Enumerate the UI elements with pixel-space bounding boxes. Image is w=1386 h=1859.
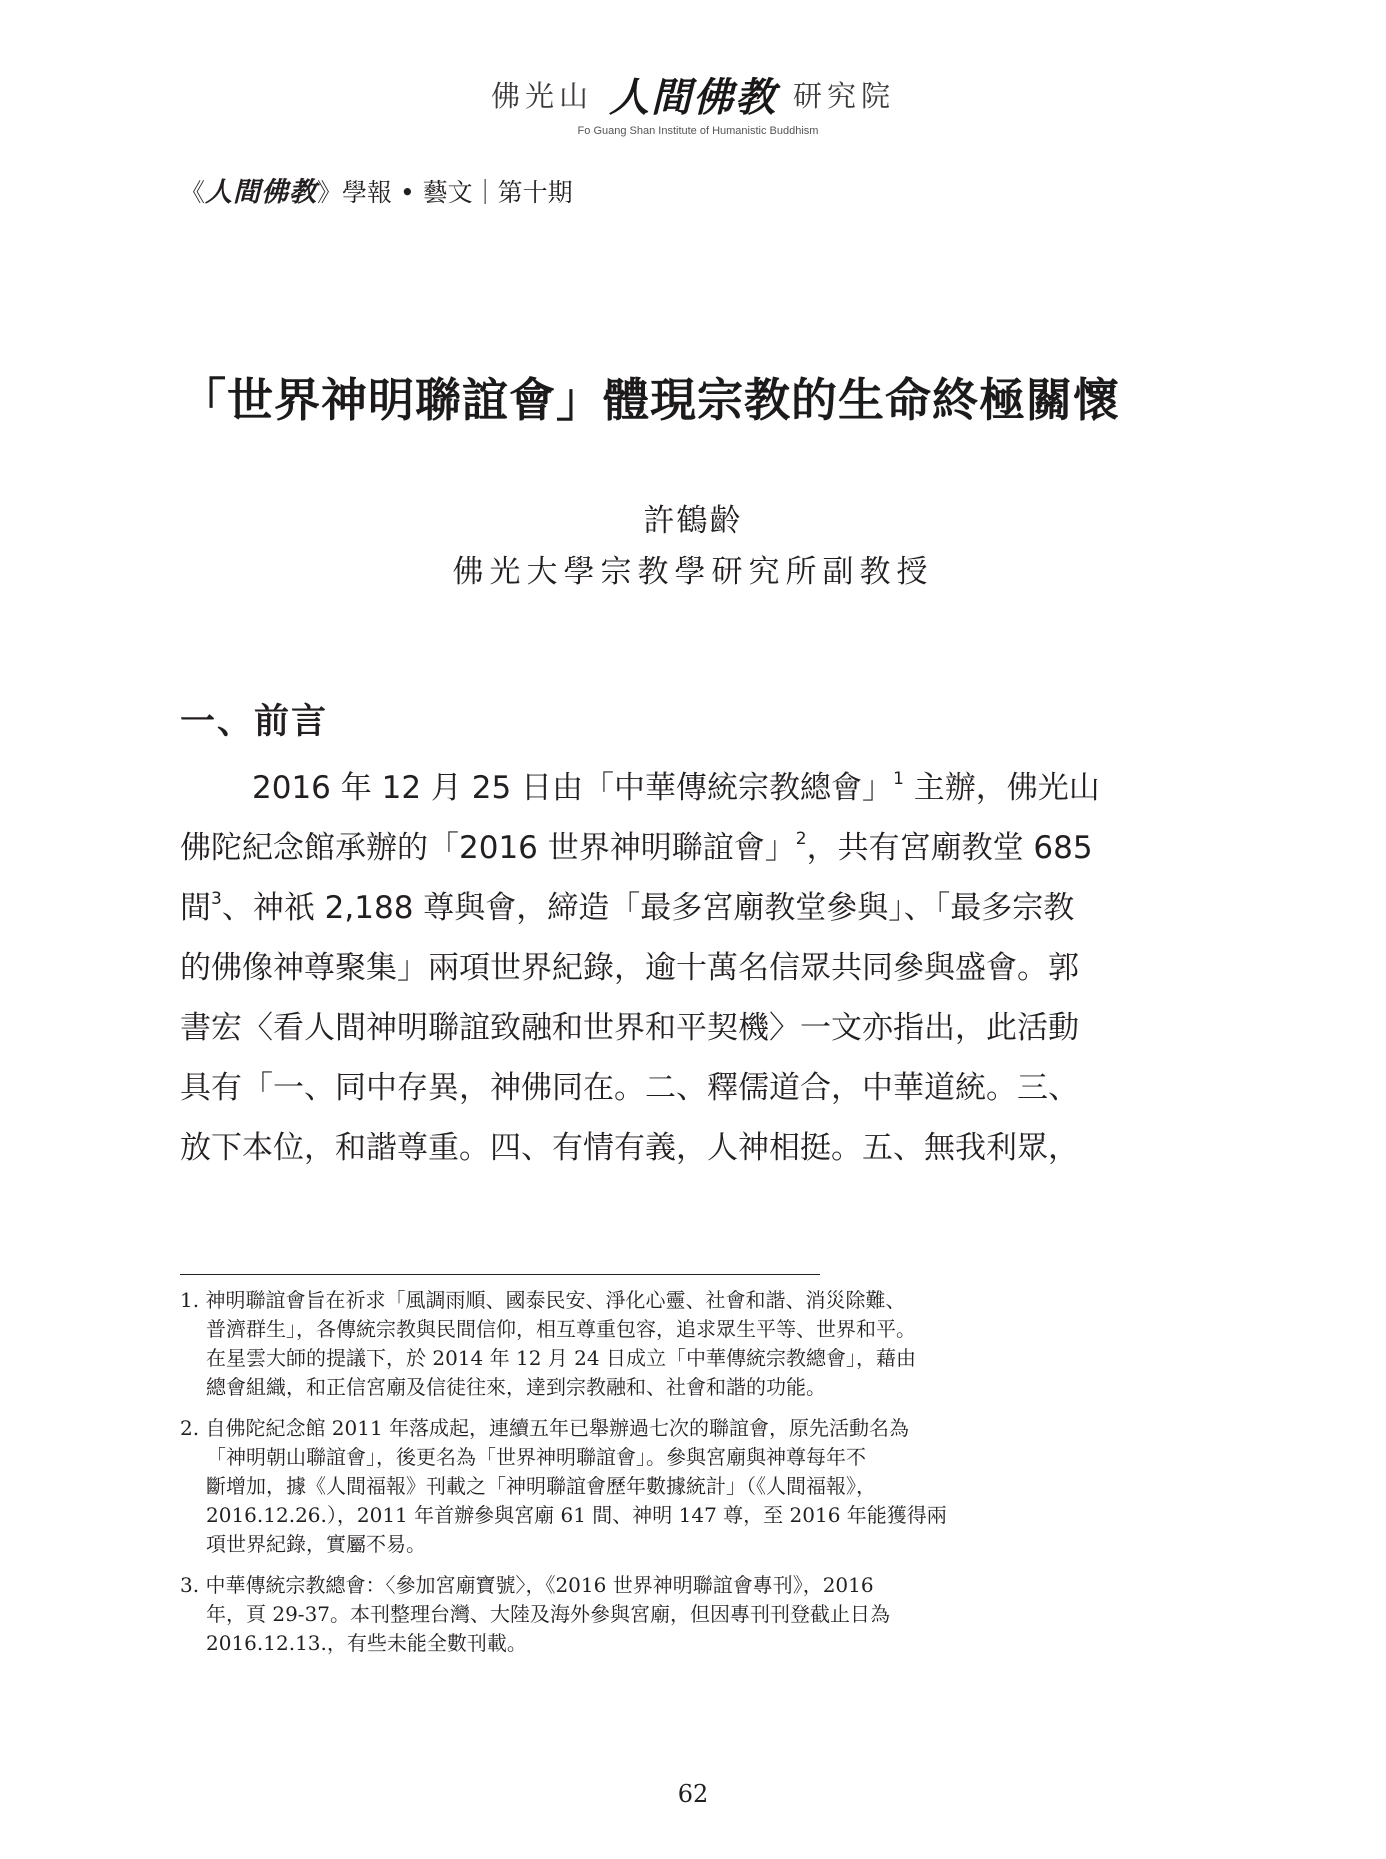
footnote-line: 1. 神明聯誼會旨在祈求「風調雨順、國泰民安、淨化心靈、社會和諧、消災除難、 — [180, 1288, 906, 1312]
footnote-divider — [180, 1274, 820, 1275]
body-line-text: 放下本位，和諧尊重。四、有情有義，人神相挺。五、無我利眾， — [180, 1130, 1079, 1166]
footnote-line: 「神明朝山聯誼會」，後更名為「世界神明聯誼會」。參與宮廟與神尊每年不 — [206, 1445, 866, 1469]
footnote-line: 總會組織，和正信宮廟及信徒往來，達到宗教融和、社會和諧的功能。 — [206, 1375, 826, 1399]
footnote-line: 2016.12.13.，有些未能全數刊載。 — [206, 1631, 527, 1655]
body-line — [180, 998, 1180, 1058]
footnote-ref[interactable]: 2 — [795, 829, 807, 849]
footnote-line: 2. 自佛陀紀念館 2011 年落成起，連續五年已舉辦過七次的聯誼會，原先活動名為 — [180, 1416, 910, 1440]
body-line — [180, 758, 1180, 818]
body-line-text: 書宏〈看人間神明聯誼致融和世界和平契機〉一文亦指出，此活動 — [180, 1010, 1079, 1046]
footnote-3 — [180, 1571, 1180, 1658]
footnote-2 — [180, 1414, 1180, 1559]
body-line-text: 間 — [180, 890, 211, 926]
journal-logo: 人間佛教 — [205, 177, 318, 208]
body-line — [180, 1058, 1180, 1118]
footnote-line: 項世界紀錄，實屬不易。 — [206, 1532, 426, 1556]
footnote-1 — [180, 1286, 1180, 1402]
body-line-text: 的佛像神尊聚集」兩項世界紀錄，逾十萬名信眾共同參與盛會。郭 — [180, 950, 1079, 986]
body-line-text: 主辦，佛光山 — [903, 770, 1100, 806]
institute-suffix: 研究院 — [793, 79, 896, 113]
institute-english-name: Fo Guang Shan Institute of Humanistic Buddhism — [577, 125, 819, 137]
footnote-line: 在星雲大師的提議下，於 2014 年 12 月 24 日成立「中華傳統宗教總會」，藉由 — [206, 1346, 916, 1370]
footnote-ref[interactable]: 1 — [893, 769, 904, 789]
article-title: 「世界神明聯誼會」體現宗教的生命終極關懷 — [180, 373, 1120, 427]
body-line — [180, 878, 1180, 938]
body-line-text: 佛陀紀念館承辦的「2016 世界神明聯誼會」 — [180, 830, 796, 866]
body-line — [180, 1118, 1180, 1178]
author-affiliation: 佛光大學宗教學研究所副教授 — [452, 554, 934, 590]
institute-name — [0, 66, 1386, 123]
journal-issue: 》學報 • 藝文｜第十期 — [317, 178, 573, 207]
body-text — [180, 758, 1180, 1178]
section-heading: 一、前言 — [180, 701, 329, 742]
footnotes — [180, 1286, 1180, 1670]
journal-open-bracket: 《 — [180, 178, 206, 207]
journal-running-head — [180, 170, 573, 209]
page-number: 62 — [677, 1780, 709, 1808]
body-line-text: 具有「一、同中存異，神佛同在。二、釋儒道合，中華道統。三、 — [180, 1070, 1079, 1106]
author-name: 許鶴齡 — [643, 503, 743, 539]
footnote-line: 普濟群生」，各傳統宗教與民間信仰，相互尊重包容，追求眾生平等、世界和平。 — [206, 1317, 916, 1341]
institute-prefix: 佛光山 — [490, 79, 593, 113]
footnote-ref[interactable]: 3 — [211, 889, 222, 909]
body-line-text: ，共有宮廟教堂 685 — [806, 830, 1093, 866]
footnote-line: 斷增加，據《人間福報》刊載之「神明聯誼會歷年數據統計」（《人間福報》， — [206, 1474, 876, 1498]
institute-header — [0, 66, 1386, 137]
body-line — [180, 938, 1180, 998]
body-line-text: 2016 年 12 月 25 日由「中華傳統宗教總會」 — [252, 770, 894, 806]
footnote-line: 2016.12.26.），2011 年首辦參與宮廟 61 間、神明 147 尊，至 2016 年能獲得兩 — [206, 1503, 947, 1527]
footnote-line: 3. 中華傳統宗教總會：〈參加宮廟寶號〉，《2016 世界神明聯誼會專刊》，2016 — [180, 1573, 874, 1597]
body-line-text: 、神祇 2,188 尊與會，締造「最多宮廟教堂參與」、「最多宗教 — [221, 890, 1075, 926]
body-line — [180, 818, 1180, 878]
institute-logo: 人間佛教 — [609, 74, 777, 121]
footnote-line: 年，頁 29-37。本刊整理台灣、大陸及海外參與宮廟，但因專刊刊登截止日為 — [206, 1602, 891, 1626]
